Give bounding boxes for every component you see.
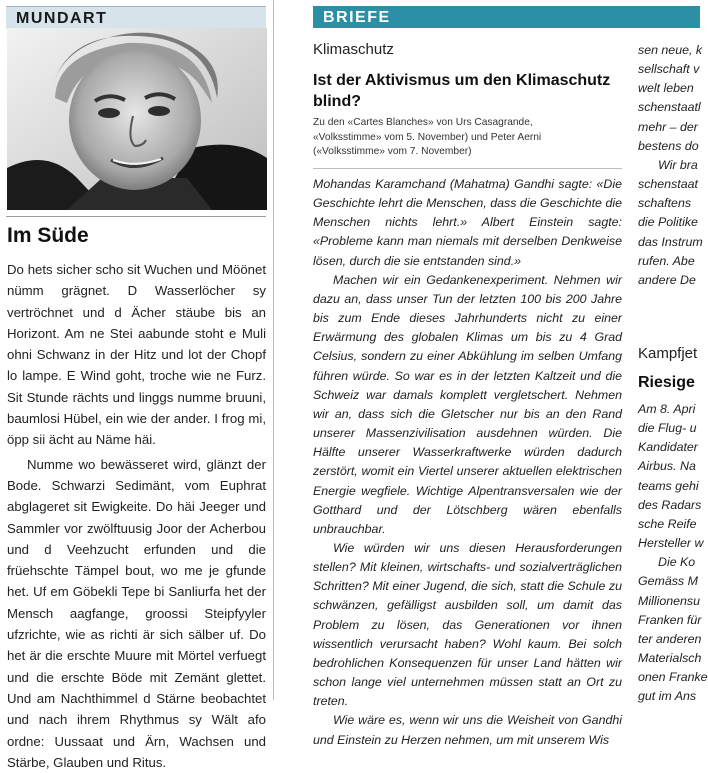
adjacent-line: bestens do [638,138,699,153]
mundart-paragraph: Numme wo bewässeret wird, glänzt der Bode. Schwarzi Sedimänt, vom Euphrat abglageret sit Ewigkeite. Do häi Jeeger und Sammler vor zwölftuusig Joor der Acherbou und d Veehzucht erfunden und die früehschte Tämpel bout, wo me je gfunde het. Uf em Göbekli Tepe bi Sanliurfa het der Mensch aagfange, groossi Steipfyyler ufzrichte, wie as richti är sich sälber uf. Do het är die erschte Muure mit Mörtel verfuegt und die erschte Böde mit Zemänt glettet. Und am Nachthimmel d Stärne beobachtet und nach ihrem Rhythmus sy Wält afo ordne: Uussaat und Ärn, Wachsen und Stärbe, Glauben und Ritus. [7,456,266,770]
adjacent-text-top [638,41,703,290]
adjacent-text-bottom [638,400,708,707]
adjacent-line: rufen. Abe [638,253,695,268]
adjacent-line: schenstaat [638,177,698,192]
mundart-column [0,0,272,770]
mundart-section-label: MUNDART [16,10,108,27]
mundart-section-header [6,6,266,29]
adjacent-line: Die Ko [658,555,696,570]
letter-body [313,175,622,750]
adjacent-line: schenstaatl [638,100,701,115]
adjacent-line: das Instrum [638,234,703,249]
adjacent-line: sellschaft v [638,62,700,77]
adjacent-line: Airbus. Na [638,459,696,474]
briefe-section-label: BRIEFE [323,9,391,26]
letter-divider [313,168,622,169]
adjacent-column-bottom [638,345,708,707]
adjacent-line: onen Franke [638,670,708,685]
adjacent-line: teams gehi [638,478,699,493]
adjacent-column-top [638,41,703,290]
adjacent-line: Kandidater [638,440,698,455]
adjacent-line: ter anderen [638,631,702,646]
adjacent-line: Gemäss M [638,574,698,589]
letter-paragraph: Machen wir ein Gedankenexperiment. Nehmen wir dazu an, dass unser Tun der letzten 100 bis 200 Jahre bis zum Ende dieses Jahrhunderts nicht zu einer Erwärmung des globalen Klimas um bis zu 4 Grad Celsius, sondern zu einer Abkühlung im selben Umfang führen würde. So war es in der letzten Kaltzeit und die Schweiz war damals komplett vergletschert. Nehmen wir an, dass sich die Gletscher nur bis an den Rand unserer Massenzivilisation ausdehnen würden. Die Hälfte unserer Wasserkraftwerke würden dadurch zerstört, womit ein Viertel unserer aktuellen elektrischen Energie wegfiele. Wichtige Alpentransversalen wie der Gotthard und der Lötschberg wären ebenfalls unbrauchbar. [313,272,622,536]
adjacent-line: Materialsch [638,651,702,666]
letter-headline: Ist der Aktivismus um den Klimaschutz blind? [313,72,611,110]
adjacent-line: welt leben [638,81,694,96]
letter-paragraph: Mohandas Karamchand (Mahatma) Gandhi sagte: «Die Geschichte lehrt die Menschen, dass die Geschichte die Menschen nichts lehrt.» Albert Einstein sagte: «Probleme kann man niemals mit derselben Denkweise lösen, durch die sie entstanden sind.» [313,177,622,268]
briefe-column [313,0,708,747]
column-divider [273,0,274,700]
adjacent-line: die Politike [638,215,698,230]
letter-kicker: Klimaschutz [313,41,394,58]
adjacent-line: des Radars [638,497,702,512]
adjacent-line: gut im Ans [638,689,697,704]
adjacent-line: mehr – der [638,119,698,134]
mundart-paragraph: Do hets sicher scho sit Wuchen und Möönet nümm grägnet. D Wasserlöcher sy vertröchnet und d Ächer stäube bis an Horizont. Am ne Stei aabunde stoht e Muli ohni Schwanz in der Hitz und lot der Chopf lo lampe. E Wind goht, troche wie ne Furz. Sit Stunde rächts und linggs numme bruuni, baumlosi Hübel, ein wie der ander. I frog mi, öpp sii ächt au Näme häi. [7,262,266,448]
mundart-title: Im Süde [7,224,89,247]
adjacent-line: sen neue, k [638,43,703,57]
adjacent-line: schaftens [638,196,692,211]
briefe-section-header [313,6,700,28]
adjacent-kicker: Kampfjet [638,345,698,362]
adjacent-line: Franken für [638,612,702,627]
adjacent-line: Am 8. Apri [638,402,696,416]
letter-paragraph: Wie würden wir uns diesen Herausforderungen stellen? Mit kleinen, wirtschafts- und sozialverträglichen Schritten? Mit einer Jugend, die sich, statt die Schule zu schwänzen, gefälligst ausbilden soll, um damit das Problem zu lösen, das Generationen vor ihnen wissentlich verursacht haben? Wohl kaum. Bei solch bedrohlichen Konsequenzen für unser Land hätten wir schon lange viel unternehmen müssen statt an Ort zu treten. [313,540,622,709]
mundart-divider [6,216,266,217]
adjacent-line: Wir bra [658,157,698,172]
adjacent-line: Hersteller w [638,536,704,551]
adjacent-line: sche Reife [638,516,697,531]
mundart-body [7,259,266,773]
author-portrait [7,28,267,210]
letter-paragraph: Wie wäre es, wenn wir uns die Weisheit von Gandhi und Einstein zu Herzen nehmen, um mit unserem Wis [313,713,622,747]
adjacent-line: die Flug- u [638,421,697,436]
adjacent-line: andere De [638,272,696,287]
adjacent-line: Millionensu [638,593,700,608]
adjacent-headline: Riesige [638,374,695,391]
letter-reference: Zu den «Cartes Blanches» von Urs Casagrande, «Volksstimme» vom 5. November) und Peter Aerni («Volksstimme» vom 7. November) [313,117,542,157]
